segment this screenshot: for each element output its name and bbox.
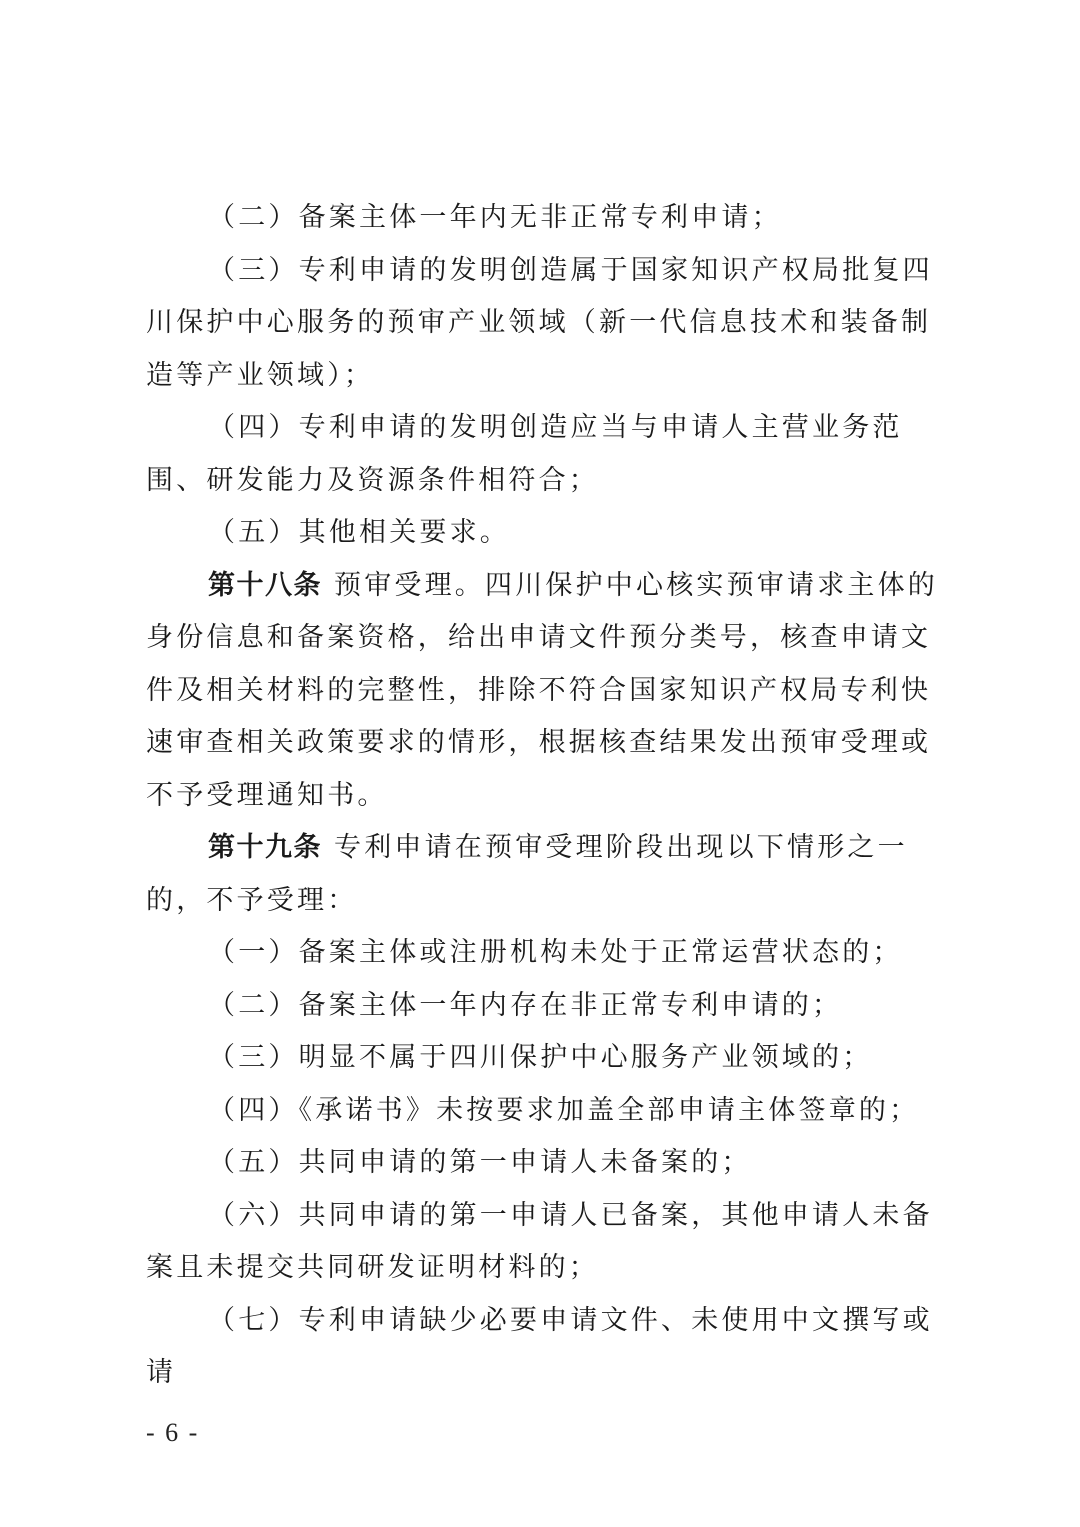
document-body: [146, 192, 946, 1400]
article-heading: 第十九条: [208, 832, 322, 863]
paragraph-text: （三）明显不属于四川保护中心服务产业领域的；: [208, 1042, 873, 1073]
paragraph-item-6: [146, 1190, 946, 1295]
article-18: [146, 560, 946, 823]
paragraph-item-5: [146, 507, 946, 560]
article-text: 预审受理。四川保护中心核实预审请求主体的身份信息和备案资格，给出申请文件预分类号，核查申请文件及相关材料的完整性，排除不符合国家知识产权局专利快速审查相关政策要求的情形，根据核查结果发出预审受理或不予受理通知书。: [146, 569, 938, 811]
paragraph-text: （七）专利申请缺少必要申请文件、未使用中文撰写或请: [146, 1304, 933, 1388]
page-number: - 6 -: [146, 1418, 200, 1447]
paragraph-item-1: [146, 927, 946, 980]
paragraph-item-7: [146, 1295, 946, 1400]
paragraph-item-3: [146, 245, 946, 403]
paragraph-item-4: [146, 402, 946, 507]
article-heading: 第十八条: [208, 569, 322, 601]
paragraph-text: （一）备案主体或注册机构未处于正常运营状态的；: [208, 937, 903, 968]
paragraph-text: （二）备案主体一年内存在非正常专利申请的；: [208, 989, 843, 1021]
paragraph-item-4: [146, 1085, 946, 1138]
paragraph-item-2: [146, 980, 946, 1033]
paragraph-text: （五）其他相关要求。: [208, 517, 510, 548]
paragraph-text: （四）专利申请的发明创造应当与申请人主营业务范围、研发能力及资源条件相符合；: [146, 412, 903, 496]
paragraph-item-3: [146, 1032, 946, 1085]
paragraph-text: （四）《承诺书》未按要求加盖全部申请主体签章的；: [208, 1094, 920, 1126]
paragraph-item-5: [146, 1137, 946, 1190]
paragraph-text: （二）备案主体一年内无非正常专利申请；: [208, 202, 782, 233]
paragraph-text: （六）共同申请的第一申请人已备案，其他申请人未备案且未提交共同研发证明材料的；: [146, 1199, 933, 1283]
paragraph-text: （三）专利申请的发明创造属于国家知识产权局批复四川保护中心服务的预审产业领域（新一代信息技术和装备制造等产业领域）；: [146, 254, 933, 391]
article-19: [146, 822, 946, 927]
paragraph-text: （五）共同申请的第一申请人未备案的；: [208, 1147, 752, 1178]
article-text: 专利申请在预审受理阶段出现以下情形之一的，不予受理：: [146, 832, 908, 916]
paragraph-item-2: [146, 192, 946, 245]
